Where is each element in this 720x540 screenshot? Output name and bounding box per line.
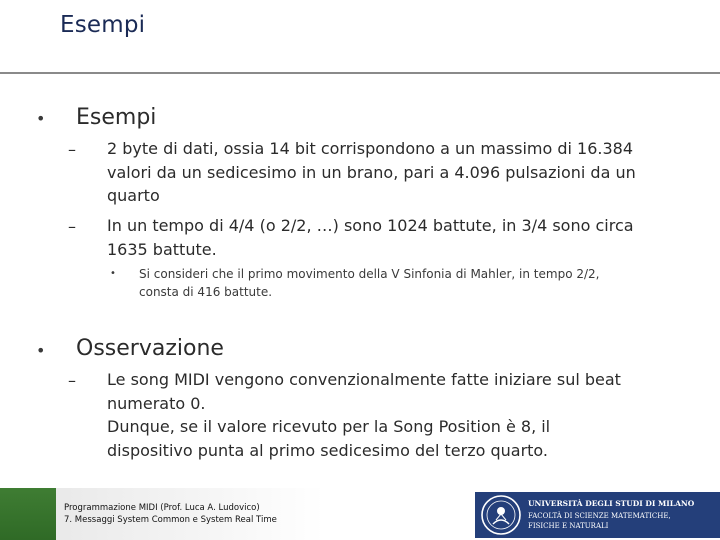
- sub-list-item-line: Si consideri che il primo movimento della V Sinfonia di Mahler, in tempo 2/2,: [139, 267, 600, 281]
- dash-icon: –: [68, 371, 76, 390]
- page-title: Esempi: [60, 12, 146, 38]
- list-item-line: In un tempo di 4/4 (o 2/2, …) sono 1024 battute, in 3/4 sono circa: [107, 216, 634, 235]
- section-heading-esempi: Esempi: [76, 105, 157, 130]
- logo-university-name: UNIVERSITÀ DEGLI STUDI DI MILANO: [528, 499, 695, 508]
- list-item-line: Dunque, se il valore ricevuto per la Song Position è 8, il: [107, 417, 551, 436]
- list-item: [107, 214, 634, 261]
- footer-accent: [0, 488, 56, 540]
- bullet-dot-icon: •: [36, 109, 46, 128]
- list-item: [107, 137, 636, 208]
- footer-lecture-title: 7. Messaggi System Common e System Real Time: [64, 515, 277, 525]
- list-item-line: valori da un sedicesimo in un brano, pari a 4.096 pulsazioni da un: [107, 162, 636, 182]
- list-item-line: 2 byte di dati, ossia 14 bit corrispondono a un massimo di 16.384: [107, 139, 634, 158]
- footer-course-title: Programmazione MIDI (Prof. Luca A. Ludovico): [64, 503, 260, 513]
- section-heading-osservazione: Osservazione: [76, 336, 224, 361]
- list-item: [107, 368, 621, 462]
- sub-list-item: [139, 265, 599, 301]
- list-item-line: Le song MIDI vengono convenzionalmente fatte iniziare sul beat: [107, 370, 621, 389]
- dash-icon: –: [68, 140, 76, 159]
- university-seal-icon: [480, 494, 522, 536]
- sub-list-item-line: consta di 416 battute.: [139, 285, 273, 299]
- logo-faculty-line2: FISICHE E NATURALI: [528, 522, 609, 530]
- list-item-line: dispositivo punta al primo sedicesimo del terzo quarto.: [107, 440, 549, 460]
- bullet-dot-icon: •: [36, 341, 46, 360]
- dash-icon: –: [68, 217, 76, 236]
- bullet-dot-icon: •: [110, 268, 116, 279]
- list-item-line: 1635 battute.: [107, 239, 217, 259]
- list-item-line: numerato 0.: [107, 393, 206, 413]
- title-divider: [0, 72, 720, 74]
- list-item-line: quarto: [107, 186, 160, 205]
- logo-faculty-line1: FACOLTÀ DI SCIENZE MATEMATICHE,: [528, 512, 671, 520]
